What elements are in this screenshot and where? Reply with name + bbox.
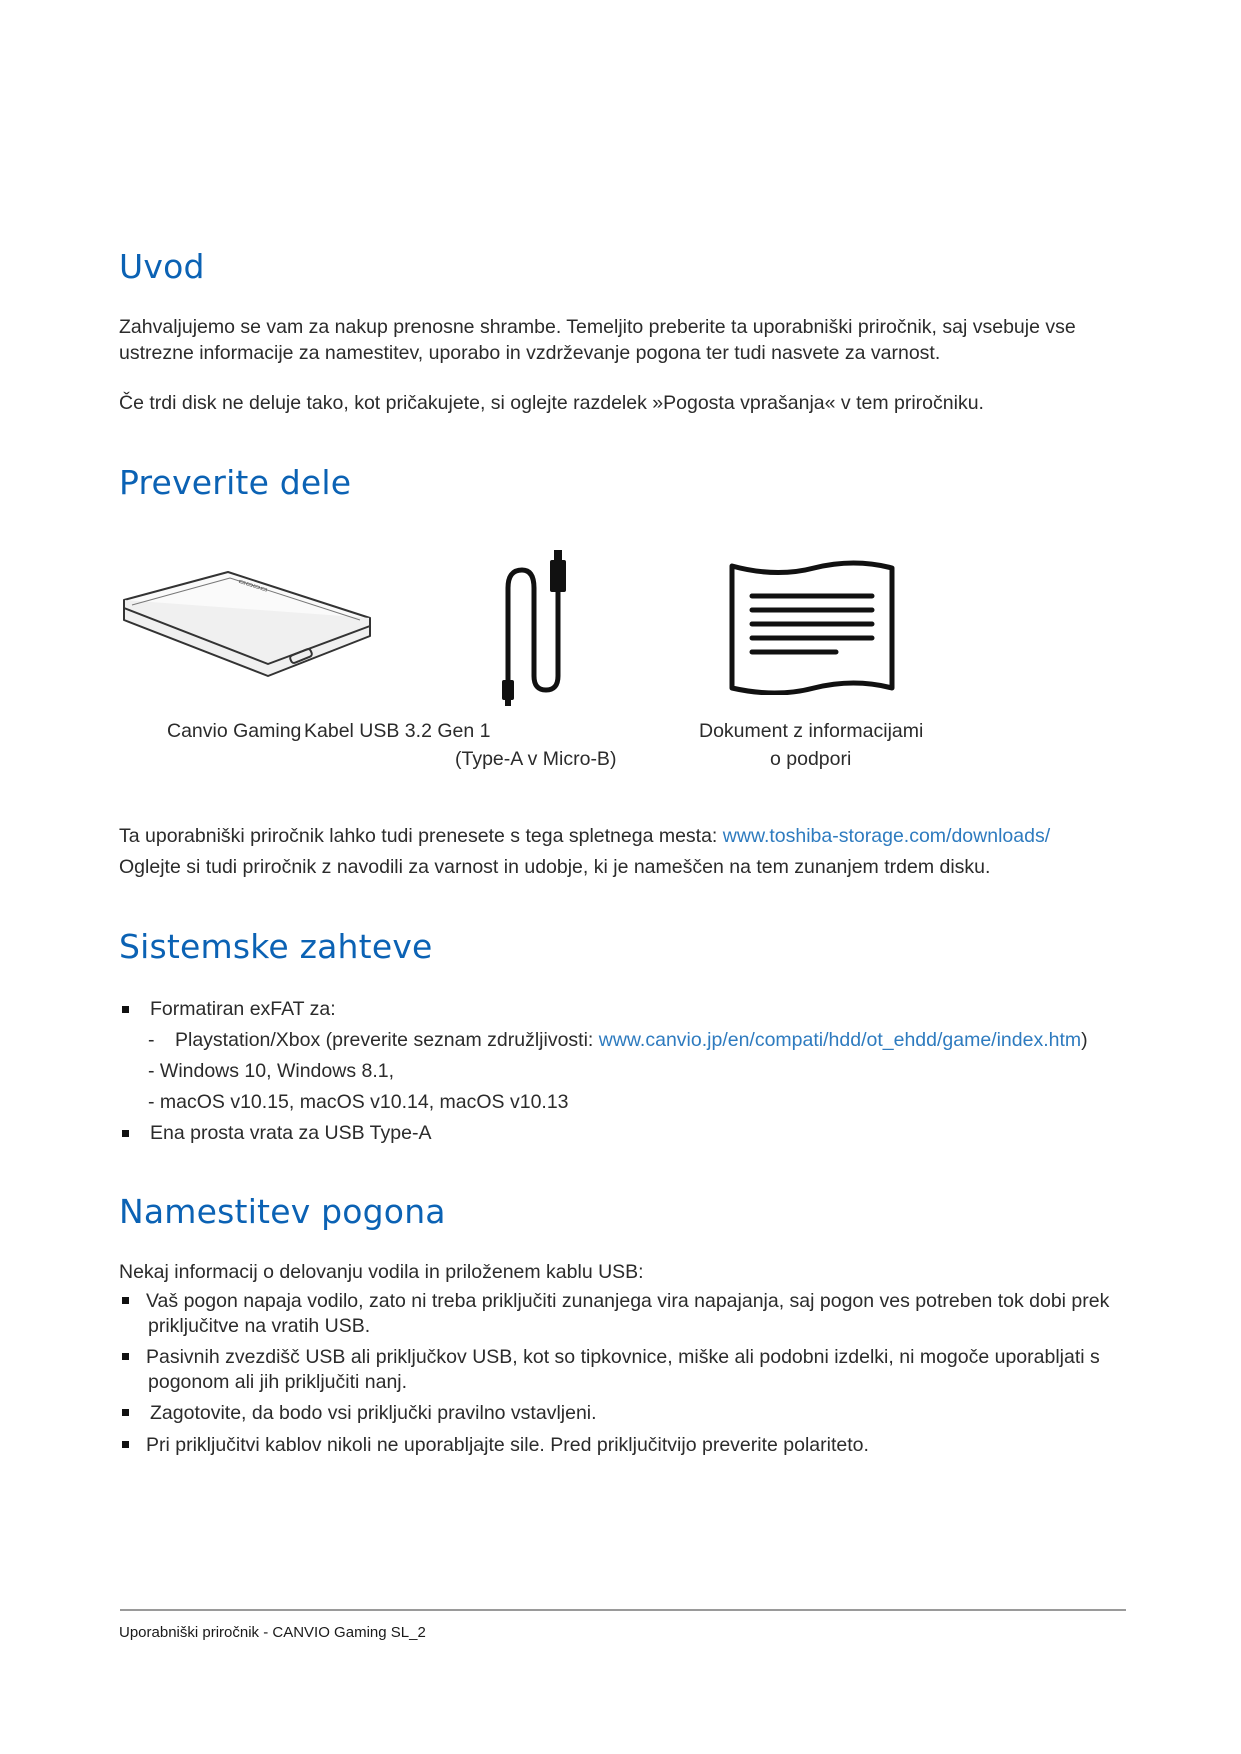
install-bullet-3: Zagotovite, da bodo vsi priključki pravilno vstavljeni. bbox=[150, 1402, 597, 1424]
caption-document-line2: o podpori bbox=[770, 748, 852, 770]
download-text: Ta uporabniški priročnik lahko tudi prenesete s tega spletnega mesta: bbox=[119, 825, 723, 847]
bullet-icon bbox=[122, 1006, 129, 1013]
bullet-icon bbox=[122, 1130, 129, 1137]
document-illustration bbox=[728, 560, 898, 695]
install-bullet-4: Pri priključitvi kablov nikoli ne uporabljajte sile. Pred priključitvijo preverite polariteto. bbox=[146, 1434, 869, 1456]
bullet-icon bbox=[122, 1441, 129, 1448]
bullet-icon bbox=[122, 1409, 129, 1416]
footer-text: Uporabniški priročnik - CANVIO Gaming SL_2 bbox=[119, 1624, 426, 1641]
download-link[interactable]: www.toshiba-storage.com/downloads/ bbox=[722, 825, 1051, 847]
usb-cable-illustration bbox=[488, 548, 583, 708]
intro-paragraph-line2: ustrezne informacije za namestitev, uporabo in vzdrževanje pogona ter tudi nasvete za varnost. bbox=[119, 342, 941, 364]
req-sub-playstation-close: ) bbox=[1081, 1029, 1088, 1051]
safety-paragraph: Oglejte si tudi priročnik z navodili za varnost in udobje, ki je nameščen na tem zunanjem trdem disku. bbox=[119, 856, 991, 878]
heading-uvod: Uvod bbox=[119, 247, 205, 286]
req-sub-dash: - bbox=[148, 1029, 155, 1051]
footer-divider bbox=[120, 1609, 1126, 1611]
compatibility-link[interactable]: www.canvio.jp/en/compati/hdd/ot_ehdd/game/index.htm bbox=[598, 1029, 1082, 1051]
install-intro: Nekaj informacij o delovanju vodila in priloženem kablu USB: bbox=[119, 1261, 644, 1283]
drive-illustration bbox=[118, 560, 378, 685]
caption-cable-line2: (Type-A v Micro-B) bbox=[455, 748, 617, 770]
req-sub-windows: - Windows 10, Windows 8.1, bbox=[148, 1060, 395, 1082]
caption-drive: Canvio Gaming bbox=[167, 720, 302, 742]
bullet-icon bbox=[122, 1297, 129, 1304]
caption-document-line1: Dokument z informacijami bbox=[699, 720, 924, 742]
bullet-icon bbox=[122, 1353, 129, 1360]
intro-paragraph-2: Če trdi disk ne deluje tako, kot pričakujete, si oglejte razdelek »Pogosta vprašanja« v tem priročniku. bbox=[119, 392, 984, 414]
install-bullet-1-line2: priključitve na vratih USB. bbox=[148, 1315, 371, 1337]
req-item-usb: Ena prosta vrata za USB Type-A bbox=[150, 1122, 432, 1144]
caption-cable-line1: Kabel USB 3.2 Gen 1 bbox=[304, 720, 491, 742]
req-sub-playstation-text: Playstation/Xbox (preverite seznam združljivosti: bbox=[175, 1029, 599, 1051]
svg-text:▭▭▭▭: ▭▭▭▭ bbox=[237, 576, 269, 595]
install-bullet-2-line2: pogonom ali jih priključiti nanj. bbox=[148, 1371, 408, 1393]
download-paragraph bbox=[119, 823, 1050, 849]
req-sub-playstation bbox=[175, 1027, 1088, 1053]
req-sub-macos: - macOS v10.15, macOS v10.14, macOS v10.13 bbox=[148, 1091, 569, 1113]
heading-preverite-dele: Preverite dele bbox=[119, 463, 352, 502]
req-item-exfat: Formatiran exFAT za: bbox=[150, 998, 336, 1020]
install-bullet-2-line1: Pasivnih zvezdišč USB ali priključkov USB, kot so tipkovnice, miške ali podobni izdelki, ni mogoče uporabljati s bbox=[146, 1346, 1100, 1368]
heading-namestitev-pogona: Namestitev pogona bbox=[119, 1192, 446, 1231]
install-bullet-1-line1: Vaš pogon napaja vodilo, zato ni treba priključiti zunanjega vira napajanja, saj pogon ves potreben tok dobi prek bbox=[146, 1290, 1110, 1312]
intro-paragraph-line1: Zahvaljujemo se vam za nakup prenosne shrambe. Temeljito preberite ta uporabniški priročnik, saj vsebuje vse bbox=[119, 316, 1076, 338]
heading-sistemske-zahteve: Sistemske zahteve bbox=[119, 927, 433, 966]
